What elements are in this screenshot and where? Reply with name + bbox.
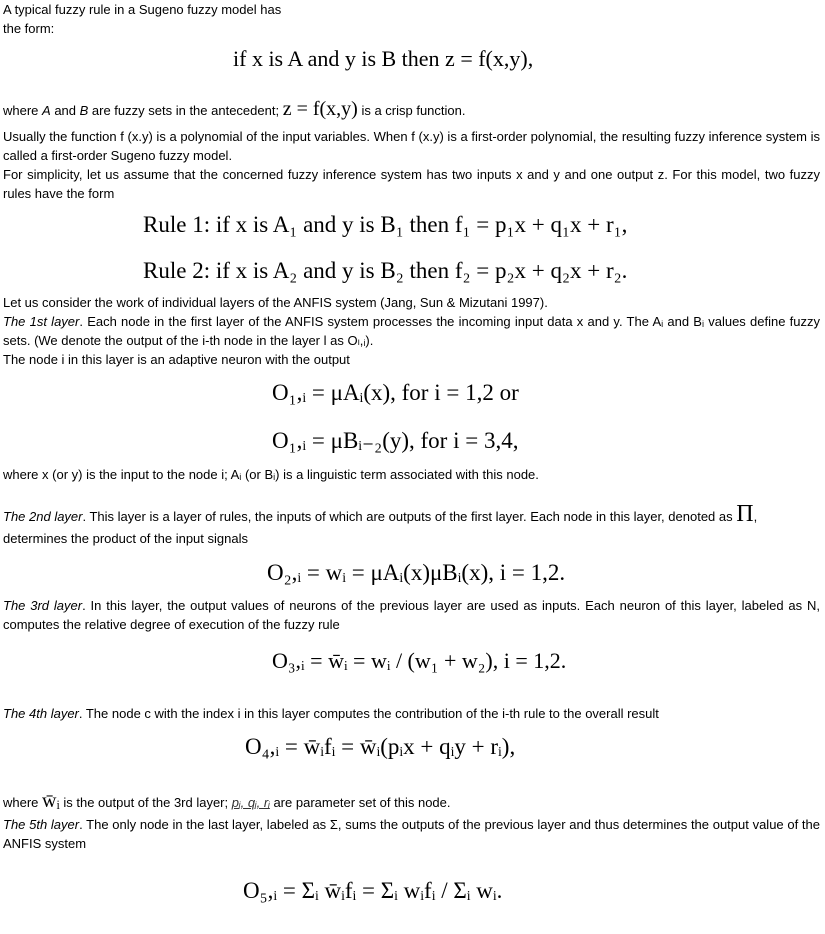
- layer5-heading: The 5th layer: [3, 817, 80, 832]
- layer1-paragraph: [3, 312, 820, 350]
- consider-sentence: Let us consider the work of individual layers of the ANFIS system (Jang, Sun & Mizutani 1997).: [3, 295, 548, 310]
- where-ab-and: and: [50, 103, 80, 118]
- layer4-formula: O₄,ᵢ = w̄ᵢfᵢ = w̄ᵢ(pᵢx + qᵢy + rᵢ),: [245, 734, 516, 759]
- layer4-paragraph: [3, 704, 659, 723]
- layer1-formula-a: O₁,ᵢ = μAᵢ(x), for i = 1,2 or: [272, 380, 519, 405]
- rule-2-formula: Rule 2: if x is A₂ and y is B₂ then f₂ = p₂x + q₂x + r₂.: [143, 258, 628, 283]
- formula-sugeno-rule: if x is A and y is B then z = f(x,y),: [233, 46, 534, 71]
- layer2-paragraph: [3, 501, 820, 527]
- where-ab-pre: where: [3, 103, 43, 118]
- intro-line-2: the form:: [3, 21, 55, 36]
- layer3-formula: O₃,ᵢ = w̄ᵢ = wᵢ / (w₁ + w₂), i = 1,2.: [272, 648, 567, 673]
- layer5-formula: O₅,ᵢ = Σᵢ w̄ᵢfᵢ = Σᵢ wᵢfᵢ / Σᵢ wᵢ.: [243, 878, 503, 903]
- parameter-set: pᵢ, qᵢ, rᵢ: [231, 795, 270, 810]
- layer1-heading: The 1st layer: [3, 314, 80, 329]
- w-bar-symbol: w̄ᵢ: [42, 790, 60, 812]
- layer2-text: . This layer is a layer of rules, the inputs of which are outputs of the first layer. Each node in this layer, denoted as: [82, 509, 733, 524]
- layer4-where-end: are parameter set of this node.: [269, 795, 451, 810]
- layer4-heading: The 4th layer: [3, 706, 79, 721]
- layer5-paragraph: [3, 815, 820, 853]
- layer1-where: where x (or y) is the input to the node i; Aᵢ (or Bᵢ) is a linguistic term associated with this node.: [3, 467, 539, 482]
- layer1-text: . Each node in the first layer of the ANFIS system processes the incoming input data x and y. The Aᵢ and Bᵢ values define fuzzy sets. (We denote the output of the i-th node in the layer l as Oₗ,ᵢ).: [3, 314, 820, 348]
- where-ab-post: are fuzzy sets in the antecedent;: [88, 103, 283, 118]
- crisp-function-formula: z = f(x,y): [282, 98, 358, 120]
- intro-text: [3, 0, 281, 38]
- layer2-text-2: determines the product of the input signals: [3, 531, 248, 546]
- layer4-where: [3, 792, 451, 812]
- layer2-text-end: ,: [753, 509, 758, 524]
- set-a-label: A: [42, 103, 51, 118]
- layer5-text: . The only node in the last layer, labeled as Σ, sums the outputs of the previous layer and thus determines the output value of the ANFIS system: [3, 817, 820, 851]
- layer3-heading: The 3rd layer: [3, 598, 83, 613]
- where-ab-suffix: is a crisp function.: [357, 103, 466, 118]
- layer3-text: . In this layer, the output values of neurons of the previous layer are used as inputs. Each neuron of this layer, labeled as N, computes the relative degree of execution of the fuzzy rule: [3, 598, 821, 632]
- layer1-formula-b: O₁,ᵢ = μBᵢ₋₂(y), for i = 3,4,: [272, 428, 519, 453]
- layer2-formula: O₂,ᵢ = wᵢ = μAᵢ(x)μBᵢ(x), i = 1,2.: [267, 560, 566, 585]
- paragraph-usually: Usually the function f (x.y) is a polynomial of the input variables. When f (x.y) is a first-order polynomial, the resulting fuzzy inference system is called a first-order Sugeno fuzzy model.: [3, 129, 820, 163]
- set-b-label: B: [79, 103, 89, 118]
- layer4-where-post: is the output of the 3rd layer;: [59, 795, 232, 810]
- product-symbol: Π: [736, 501, 754, 527]
- layer3-paragraph: [3, 596, 820, 634]
- layer1-node-text: The node i in this layer is an adaptive neuron with the output: [3, 352, 350, 367]
- layer2-heading: The 2nd layer: [3, 509, 83, 524]
- intro-line-1: A typical fuzzy rule in a Sugeno fuzzy model has: [3, 2, 282, 17]
- layer4-text: . The node c with the index i in this layer computes the contribution of the i-th rule to the overall result: [78, 706, 659, 721]
- where-ab-sentence: [3, 100, 465, 120]
- layer4-where-pre: where: [3, 795, 43, 810]
- rule-1-formula: Rule 1: if x is A₁ and y is B₁ then f₁ = p₁x + q₁x + r₁,: [143, 212, 628, 237]
- paragraph-simplicity: For simplicity, let us assume that the concerned fuzzy inference system has two inputs x and y and one output z. For this model, two fuzzy rules have the form: [3, 167, 820, 201]
